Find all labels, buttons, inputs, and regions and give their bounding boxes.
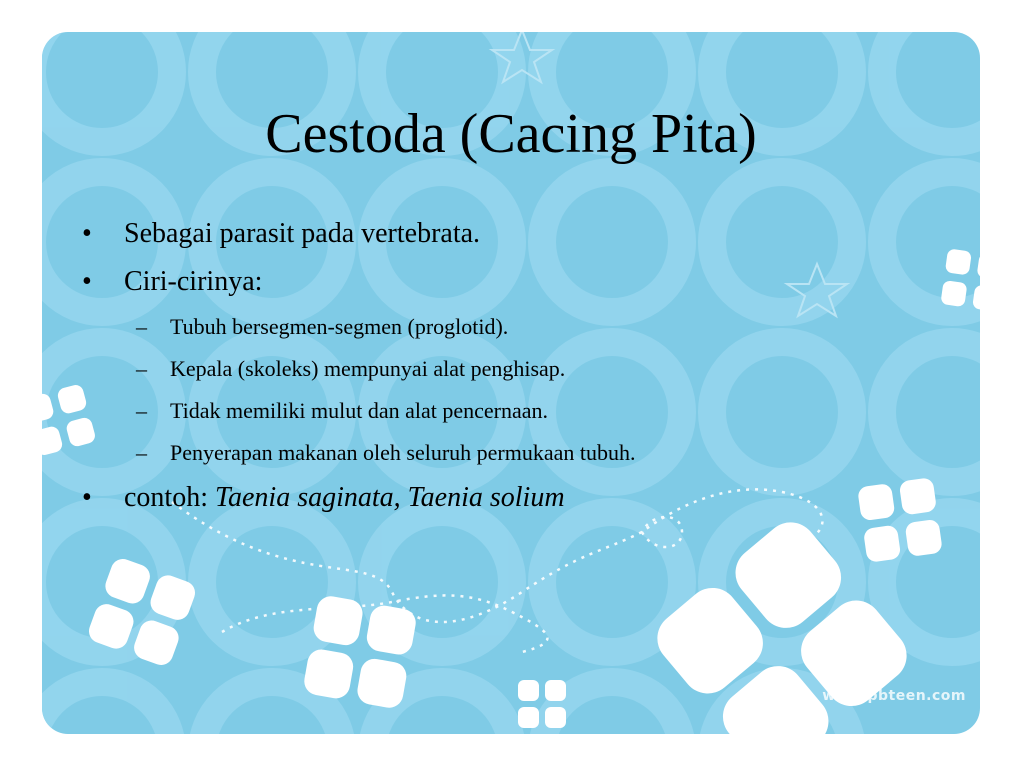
bullet-item [82, 218, 942, 250]
sub-list [82, 314, 942, 466]
example-species: Taenia saginata, Taenia solium [215, 482, 565, 513]
sub-item [82, 314, 942, 340]
sub-item [82, 356, 942, 382]
bullet-item [82, 266, 942, 298]
sub-item [82, 398, 942, 424]
slide-title: Cestoda (Cacing Pita) [265, 103, 757, 165]
example-prefix: contoh: [124, 482, 215, 513]
bullet-marker: • [82, 218, 92, 249]
sub-item [82, 440, 942, 466]
bullet-text: Ciri-cirinya: [124, 266, 263, 297]
sub-marker: – [136, 356, 147, 381]
sub-text: Tidak memiliki mulut dan alat pencernaan. [170, 398, 548, 423]
bullet-item-example [82, 482, 942, 514]
bullet-marker: • [82, 482, 92, 513]
bullet-text: Sebagai parasit pada vertebrata. [124, 218, 481, 249]
watermark: www.pbteen.com [822, 688, 966, 704]
sub-text: Penyerapan makanan oleh seluruh permukaan tubuh. [170, 440, 636, 465]
slide-body [82, 218, 942, 530]
sub-text: Kepala (skoleks) mempunyai alat penghisap. [170, 356, 566, 381]
sub-marker: – [136, 440, 147, 465]
sub-marker: – [136, 398, 147, 423]
bullet-marker: • [82, 266, 92, 297]
sub-marker: – [136, 314, 147, 339]
slide [42, 32, 980, 734]
sub-text: Tubuh bersegmen-segmen (proglotid). [170, 314, 509, 339]
